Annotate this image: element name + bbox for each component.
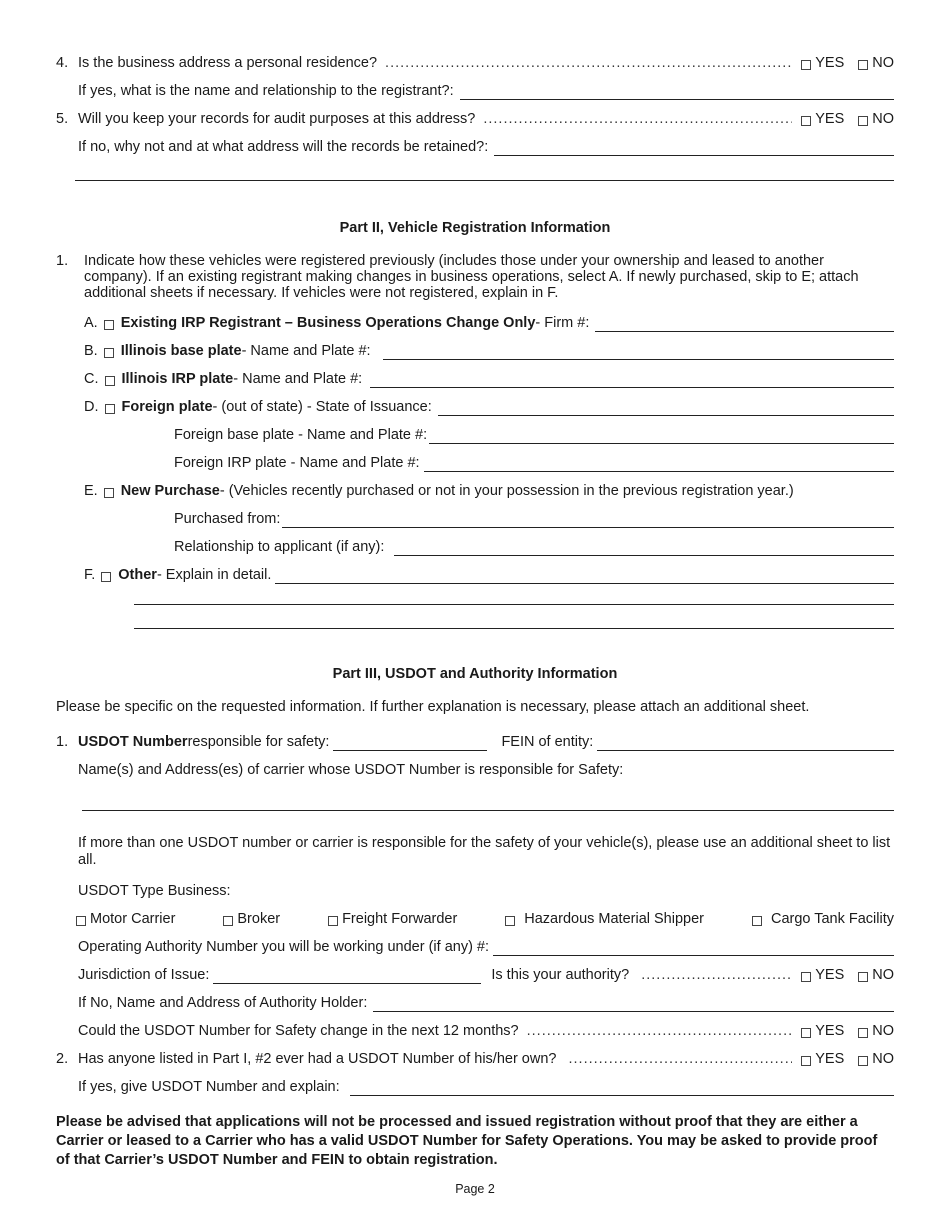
authority-yes-checkbox[interactable] [801, 972, 811, 982]
usdot-explain-field[interactable] [350, 1081, 894, 1096]
authority-holder-field[interactable] [373, 997, 894, 1012]
no-label: NO [872, 1023, 894, 1039]
safety-change-yes-checkbox[interactable] [801, 1028, 811, 1038]
q2-yes-checkbox[interactable] [801, 1056, 811, 1066]
safety-change-label: Could the USDOT Number for Safety change in the next 12 months? [78, 1023, 519, 1039]
fein-field[interactable] [597, 736, 894, 751]
foreign-irp-plate-label: Foreign IRP plate - Name and Plate #: [174, 455, 420, 471]
question-5-followup-row [78, 134, 894, 156]
option-c-checkbox[interactable] [105, 376, 115, 386]
option-b-label: Illinois base plate [120, 343, 242, 359]
option-e-label: New Purchase [120, 483, 220, 499]
part-3-heading: Part III, USDOT and Authority Information [332, 666, 618, 682]
leader-dots [385, 54, 792, 72]
yes-label: YES [815, 967, 845, 983]
firm-number-field[interactable] [595, 317, 894, 332]
authority-holder-row [78, 990, 894, 1012]
option-a-detail: - Firm #: [535, 315, 590, 331]
jurisdiction-label: Jurisdiction of Issue: [78, 967, 210, 983]
checkbox[interactable] [328, 916, 338, 926]
option-a-checkbox[interactable] [104, 320, 114, 330]
option-a-row [84, 310, 894, 332]
no-label: NO [872, 1051, 894, 1067]
no-label: NO [872, 967, 894, 983]
no-label: NO [872, 111, 894, 127]
type-hazardous-material-shipper[interactable] [499, 910, 704, 928]
operating-authority-label: Operating Authority Number you will be working under (if any) #: [78, 939, 490, 955]
option-b-checkbox[interactable] [104, 348, 114, 358]
question-2-followup-label: If yes, give USDOT Number and explain: [78, 1079, 340, 1095]
part-2-instructions: Indicate how these vehicles were registered previously (includes those under your ownership and leased to another company). If an existing registrant making changes in business operations, select A. If newly purchased, skip to E; attach additional sheets if necessary. If vehicles were not registered, explain in F. [84, 253, 859, 301]
yes-label: YES [815, 1051, 845, 1067]
leader-dots [641, 966, 792, 984]
type-label: Cargo Tank Facility [770, 911, 894, 927]
type-broker[interactable] [217, 910, 280, 928]
q4-no-checkbox[interactable] [858, 60, 868, 70]
leader-dots [568, 1050, 792, 1068]
option-f-detail: - Explain in detail. [156, 567, 272, 583]
question-2-text: Has anyone listed in Part I, #2 ever had a USDOT Number of his/her own? [78, 1051, 557, 1067]
option-f-label: Other [118, 567, 157, 583]
checkbox[interactable] [223, 916, 233, 926]
question-5-row [56, 106, 894, 128]
checkbox[interactable] [76, 916, 86, 926]
q5-yes-checkbox[interactable] [801, 116, 811, 126]
relationship-row [174, 534, 894, 556]
type-freight-forwarder[interactable] [322, 910, 457, 928]
usdot-type-options [76, 906, 894, 928]
option-a-label: Existing IRP Registrant – Business Operations Change Only [120, 315, 536, 331]
part-3-intro-row [56, 694, 894, 716]
foreign-base-plate-row [174, 422, 894, 444]
option-letter: B. [84, 343, 98, 359]
leader-dots [527, 1022, 793, 1040]
leader-dots [483, 110, 792, 128]
relationship-field[interactable] [394, 541, 894, 556]
usdot-notice: Please be advised that applications will not be processed and issued registration without proof that they are either a Carrier or leased to a Carrier who has a valid USDOT Number for Safety Operations. You may be asked to provide proof of that Carrier’s USDOT Number and FEIN to obtain registration. [56, 1114, 878, 1168]
question-number: 4. [56, 55, 69, 71]
safety-change-no-checkbox[interactable] [858, 1028, 868, 1038]
checkbox[interactable] [752, 916, 762, 926]
purchased-from-field[interactable] [282, 513, 894, 528]
usdot-type-label-row [78, 878, 894, 900]
usdot-type-label: USDOT Type Business: [78, 883, 231, 899]
option-d-row [84, 394, 894, 416]
q4-relationship-field[interactable] [460, 85, 894, 100]
other-explanation-line-2[interactable] [134, 604, 894, 605]
foreign-base-plate-field[interactable] [429, 429, 894, 444]
option-e-row [84, 478, 894, 500]
your-authority-label: Is this your authority? [491, 967, 630, 983]
question-number: 1. [56, 734, 69, 750]
option-letter: E. [84, 483, 98, 499]
question-2-row [56, 1046, 894, 1068]
fein-label: FEIN of entity: [501, 734, 594, 750]
option-letter: D. [84, 399, 99, 415]
illinois-irp-plate-field[interactable] [370, 373, 894, 388]
yes-label: YES [815, 55, 845, 71]
carrier-names-row [78, 757, 894, 779]
option-d-detail: - (out of state) - State of Issuance: [212, 399, 432, 415]
q2-no-checkbox[interactable] [858, 1056, 868, 1066]
question-5-text: Will you keep your records for audit purposes at this address? [78, 111, 476, 127]
yes-label: YES [815, 111, 845, 127]
option-letter: A. [84, 315, 98, 331]
purchased-from-label: Purchased from: [174, 511, 281, 527]
type-label: Motor Carrier [90, 911, 176, 927]
usdot-number-row [56, 729, 894, 751]
other-explanation-line-3[interactable] [134, 628, 894, 629]
part-2-heading: Part II, Vehicle Registration Information [339, 220, 611, 236]
type-motor-carrier[interactable] [76, 910, 175, 928]
option-e-detail: - (Vehicles recently purchased or not in your possession in the previous registration year.) [219, 483, 794, 499]
option-b-row [84, 338, 894, 360]
illinois-base-plate-field[interactable] [383, 345, 894, 360]
option-d-label: Foreign plate [121, 399, 213, 415]
jurisdiction-row [78, 962, 894, 984]
q5-records-address-line-2[interactable] [75, 180, 894, 181]
q4-yes-checkbox[interactable] [801, 60, 811, 70]
type-cargo-tank-facility[interactable] [746, 910, 894, 928]
purchased-from-row [174, 506, 894, 528]
usdot-number-detail: responsible for safety: [187, 734, 330, 750]
question-4-followup-row [78, 78, 894, 100]
q5-no-checkbox[interactable] [858, 116, 868, 126]
question-5-followup-label: If no, why not and at what address will the records be retained?: [78, 139, 489, 155]
option-f-row [84, 562, 894, 584]
option-d-checkbox[interactable] [105, 404, 115, 414]
state-of-issuance-field[interactable] [438, 401, 894, 416]
authority-holder-label: If No, Name and Address of Authority Holder: [78, 995, 368, 1011]
question-4-text: Is the business address a personal residence? [78, 55, 378, 71]
other-explanation-field[interactable] [275, 569, 894, 584]
question-number: 2. [56, 1051, 69, 1067]
part-3-intro: Please be specific on the requested information. If further explanation is necessary, please attach an additional sheet. [56, 699, 810, 715]
option-letter: F. [84, 567, 96, 583]
relationship-label: Relationship to applicant (if any): [174, 539, 385, 555]
question-2-followup-row [78, 1074, 894, 1096]
checkbox[interactable] [505, 916, 515, 926]
foreign-irp-plate-field[interactable] [424, 457, 894, 472]
safety-change-row [78, 1018, 894, 1040]
no-label: NO [872, 55, 894, 71]
usdot-number-label: USDOT Number [78, 734, 188, 750]
usdot-number-field[interactable] [333, 736, 487, 751]
option-c-detail: - Name and Plate #: [233, 371, 363, 387]
option-e-checkbox[interactable] [104, 488, 114, 498]
type-label: Hazardous Material Shipper [524, 911, 704, 927]
q5-records-address-field[interactable] [494, 141, 894, 156]
jurisdiction-field[interactable] [213, 969, 481, 984]
authority-no-checkbox[interactable] [858, 972, 868, 982]
option-c-row [84, 366, 894, 388]
question-4-row [56, 50, 894, 72]
option-b-detail: - Name and Plate #: [241, 343, 371, 359]
operating-authority-row [78, 934, 894, 956]
option-c-label: Illinois IRP plate [121, 371, 234, 387]
foreign-base-plate-label: Foreign base plate - Name and Plate #: [174, 427, 428, 443]
question-number: 5. [56, 111, 69, 127]
multi-usdot-note: If more than one USDOT number or carrier is responsible for the safety of your vehicle(s), please use an additional sheet to list all. [78, 835, 891, 868]
foreign-irp-plate-row [174, 450, 894, 472]
operating-authority-field[interactable] [493, 941, 894, 956]
type-label: Broker [237, 911, 281, 927]
carrier-names-label: Name(s) and Address(es) of carrier whose USDOT Number is responsible for Safety: [78, 762, 624, 778]
yes-label: YES [815, 1023, 845, 1039]
question-4-followup-label: If yes, what is the name and relationship to the registrant?: [78, 83, 454, 99]
option-letter: C. [84, 371, 99, 387]
carrier-names-field[interactable] [82, 810, 894, 811]
page-number: Page 2 [455, 1182, 495, 1196]
option-f-checkbox[interactable] [101, 572, 111, 582]
question-number: 1. [56, 253, 69, 269]
type-label: Freight Forwarder [342, 911, 458, 927]
